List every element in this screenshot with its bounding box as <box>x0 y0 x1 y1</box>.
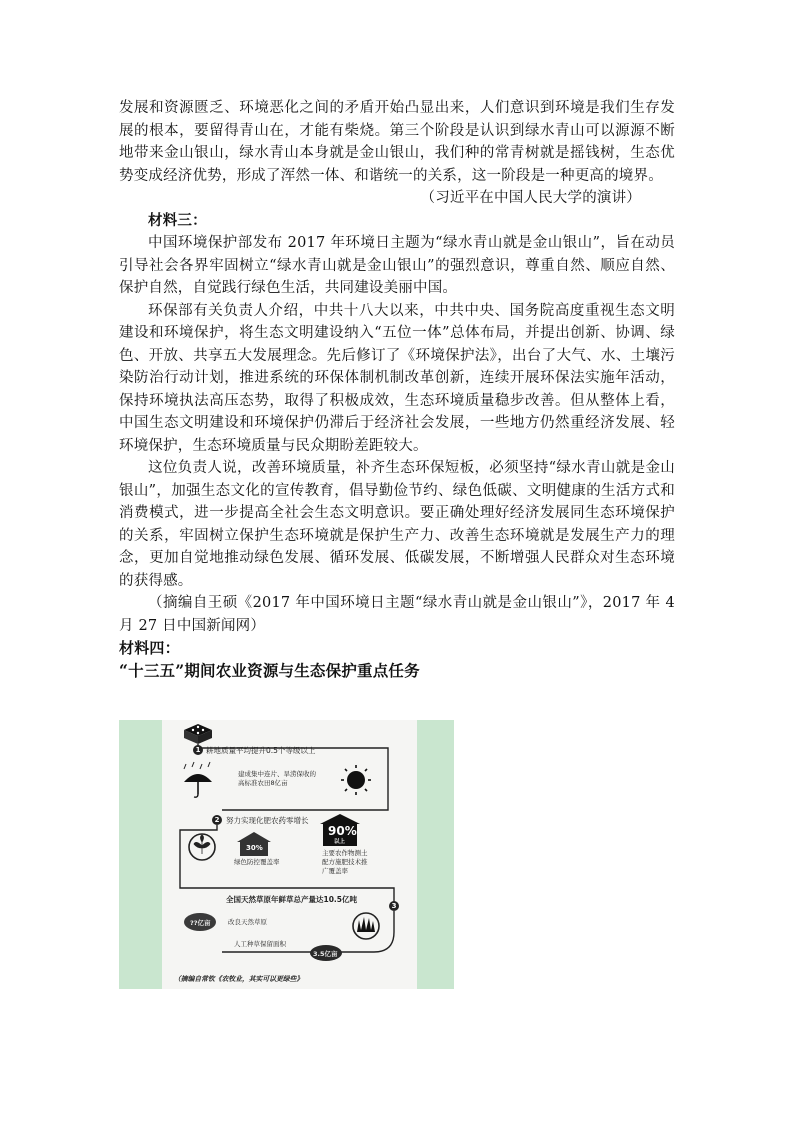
infographic-image <box>119 720 454 989</box>
item-1-number: 1 <box>195 746 201 754</box>
item-3-label-a: 改良天然草原 <box>228 918 267 926</box>
item-3-title: 全国天然草原年鲜草总产量达10.5亿吨 <box>226 895 358 904</box>
item-1-desc: 建成集中连片、旱涝保收的高标准农田8亿亩 <box>238 770 316 787</box>
grass-icon <box>353 913 379 939</box>
pct-small-value: 30% <box>246 844 263 852</box>
infographic-graphics <box>162 720 417 989</box>
plant-icon <box>189 834 215 860</box>
item-1-title: 耕地质量平均提升0.5个等级以上 <box>206 746 316 755</box>
item-3-number: 3 <box>391 902 397 910</box>
article-body <box>119 97 675 637</box>
paragraph-4: 这位负责人说，改善环境质量，补齐生态环保短板，必须坚持“绿水青山就是金山银山”，加强生态文化的宣传教育，倡导勤俭节约、绿色低碳、文明健康的生活方式和消费模式，进一步提高全社会生态文明意识。要正确处理好经济发展同生态环境保护的关系，牢固树立保护生态环境就是保护生产力、改善生态环境就是发展生产力的理念，更加自觉地推动绿色发展、循环发展、低碳发展，不断增强人民群众对生态环境的获得感。 <box>119 460 675 589</box>
item-3-label-b: 人工种草保留面积 <box>234 940 286 948</box>
item-2-title: 努力实现化肥农药零增长 <box>226 816 309 825</box>
source-citation-3: （摘编自王硕《2017 年中国环境日主题“绿水青山就是金山银山”》，2017 年 4 月 27 日中国新闻网） <box>119 595 675 634</box>
heading-material-4: 材料四： <box>119 639 180 657</box>
infographic-caption: （摘编自常钦《农牧业，其实可以更绿些》 <box>174 975 304 983</box>
sun-icon <box>341 765 371 795</box>
field-diamond-icon <box>184 724 212 744</box>
heading-material-3: 材料三： <box>148 211 207 229</box>
paragraph-3: 环保部有关负责人介绍，中共十八大以来，中共中央、国务院高度重视生态文明建设和环境保护，将生态文明建设纳入“五位一体”总体布局，并提出创新、协调、绿色、开放、共享五大发展理念。先后修订了《环境保护法》，出台了大气、水、土壤污染防治行动计划，推进系统的环保体制机制改革创新，连续开展环保法实施年活动，保持环境执法高压态势，取得了积极成效，生态环境质量稳步改善。但从整体上看，中国生态文明建设和环境保护仍滞后于经济社会发展，一些地方仍然重经济发展、轻环境保护，生态环境质量与民众期盼差距较大。 <box>119 302 675 454</box>
infographic-poster <box>162 720 417 989</box>
item-2-label-b: 主要农作物测土配方施肥技术推广覆盖率 <box>322 849 368 875</box>
item-2-number: 2 <box>214 816 220 824</box>
material-4-title: “十三五”期间农业资源与生态保护重点任务 <box>119 660 420 680</box>
source-citation-2: （习近平在中国人民大学的演讲） <box>420 190 641 206</box>
oval-a-value: ??亿亩 <box>190 919 211 927</box>
oval-b-value: 3.5亿亩 <box>313 950 338 958</box>
pct-big-value: 90% <box>328 824 357 838</box>
paragraph-1: 发展和资源匮乏、环境恶化之间的矛盾开始凸显出来，人们意识到环境是我们生存发展的根本，要留得青山在，才能有柴烧。第三个阶段是认识到绿水青山可以源源不断地带来金山银山，绿水青山本身就是金山银山，我们种的常青树就是摇钱树，生态优势变成经济优势，形成了浑然一体、和谐统一的关系，这一阶段是一种更高的境界。 <box>119 100 675 184</box>
umbrella-rain-icon <box>184 762 212 797</box>
paragraph-2: 中国环境保护部发布 2017 年环境日主题为“绿水青山就是金山银山”，旨在动员引导社会各界牢固树立“绿水青山就是金山银山”的强烈意识，尊重自然、顺应自然、保护自然，自觉践行绿色生活，共同建设美丽中国。 <box>119 235 675 296</box>
item-2-label-a: 绿色防控覆盖率 <box>234 858 280 866</box>
pct-big-sub: 以上 <box>334 839 346 845</box>
material-4-header <box>119 637 675 682</box>
